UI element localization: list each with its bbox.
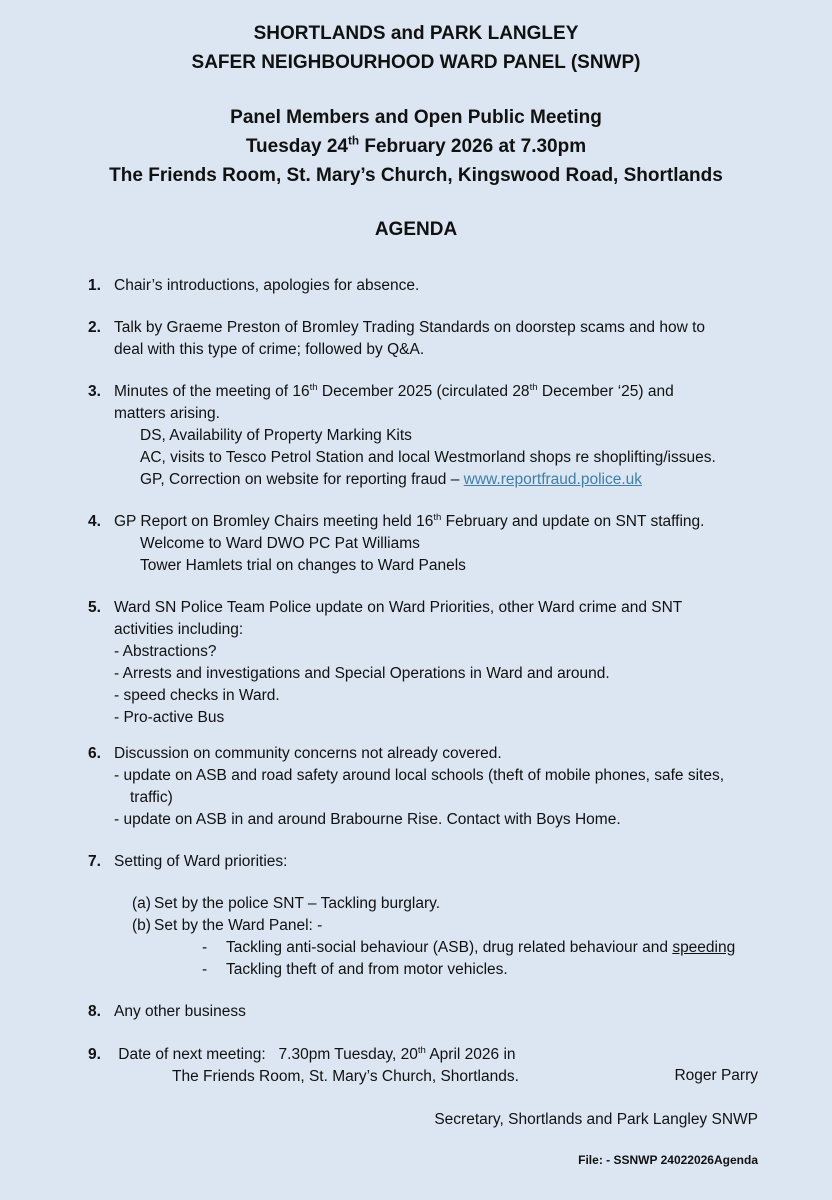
agenda-item-5: [88, 597, 788, 729]
meeting-venue: The Friends Room, St. Mary’s Church, Kingswood Road, Shortlands: [109, 165, 723, 186]
agenda-item-6: [88, 743, 788, 831]
agenda-title: AGENDA: [374, 219, 458, 240]
item-text: Setting of Ward priorities: (a) Set by the police SNT – Tackling burglary. (b) Set by the Ward Panel: - - Tackling anti-social behaviour (ASB), drug related behaviour and speeding - Tackling theft of and from motor vehicles.: [114, 851, 788, 981]
item-number: 6.: [88, 745, 101, 762]
bullet-item: - speed checks in Ward.: [114, 687, 280, 704]
panel-priority: - Tackling theft of and from motor vehicles.: [202, 961, 508, 978]
agenda-item-2: [88, 317, 788, 361]
bullet-item: - Pro-active Bus: [114, 709, 225, 726]
priority-b: (b) Set by the Ward Panel: -: [132, 917, 323, 934]
sub-item: Welcome to Ward DWO PC Pat Williams: [140, 535, 420, 552]
sub-item: AC, visits to Tesco Petrol Station and local Westmorland shops re shoplifting/issues.: [140, 449, 716, 466]
reportfraud-link[interactable]: www.reportfraud.police.uk: [463, 471, 643, 488]
item-number: 4.: [88, 513, 101, 530]
file-reference: File: - SSNWP 24022026Agenda: [578, 1153, 758, 1167]
meeting-date: Tuesday 24th February 2026 at 7.30pm: [245, 134, 587, 157]
agenda-item-1: [88, 275, 788, 297]
item-text: Date of next meeting: 7.30pm Tuesday, 20th April 2026 in The Friends Room, St. Mary’s Church, Shortlands.: [114, 1044, 519, 1085]
agenda-item-8: [88, 1001, 788, 1023]
sub-item: DS, Availability of Property Marking Kits: [140, 427, 412, 444]
agenda-item-4: [88, 511, 788, 577]
item-text: Talk by Graeme Preston of Bromley Trading Standards on doorstep scams and how to deal with this type of crime; followed by Q&A.: [114, 319, 706, 358]
priority-a: (a) Set by the police SNT – Tackling burglary.: [132, 895, 441, 912]
meeting-heading: [0, 103, 832, 190]
heading-line-2: SAFER NEIGHBOURHOOD WARD PANEL (SNWP): [191, 52, 641, 73]
panel-priority: - Tackling anti-social behaviour (ASB), drug related behaviour and speeding: [202, 939, 736, 956]
item-number: 9.: [88, 1046, 101, 1063]
item-text: Ward SN Police Team Police update on Ward Priorities, other Ward crime and SNT activities including: - Abstractions? - Arrests and investigations and Special Operations in Ward and around. - speed checks in Ward. - Pro-active Bus: [114, 597, 788, 729]
item-number: 2.: [88, 319, 101, 336]
item-text: Minutes of the meeting of 16th December 2025 (circulated 28th December ‘25) and matters arising. DS, Availability of Property Marking Kits AC, visits to Tesco Petrol Station and local Westmorland shops re shoplifting/issues. GP, Correction on website for reporting fraud – www.reportfraud.police.uk: [114, 381, 788, 491]
item-number: 3.: [88, 383, 101, 400]
bullet-item: - Abstractions?: [114, 643, 217, 660]
agenda-item-7: [88, 851, 788, 981]
signatory-role: Secretary, Shortlands and Park Langley SNWP: [434, 1111, 758, 1128]
item-number: 8.: [88, 1003, 101, 1020]
bullet-item: - Arrests and investigations and Special Operations in Ward and around.: [114, 665, 610, 682]
sub-item: Tower Hamlets trial on changes to Ward Panels: [140, 557, 466, 574]
item-text: Any other business: [114, 1003, 246, 1020]
meeting-title: Panel Members and Open Public Meeting: [230, 107, 602, 128]
item-text: GP Report on Bromley Chairs meeting held 16th February and update on SNT staffing. Welcome to Ward DWO PC Pat Williams Tower Hamlets trial on changes to Ward Panels: [114, 511, 788, 577]
signatory-name: Roger Parry: [674, 1067, 758, 1084]
bullet-item-continuation: traffic): [130, 789, 173, 806]
bullet-item: - update on ASB and road safety around local schools (theft of mobile phones, safe sites,: [114, 767, 725, 784]
sub-item: GP, Correction on website for reporting fraud – www.reportfraud.police.uk: [140, 471, 643, 488]
panel-heading: [0, 19, 832, 77]
item-number: 1.: [88, 277, 101, 294]
item-number: 5.: [88, 599, 101, 616]
agenda-item-3: [88, 381, 788, 491]
heading-line-1: SHORTLANDS and PARK LANGLEY: [253, 23, 579, 44]
bullet-item: - update on ASB in and around Brabourne Rise. Contact with Boys Home.: [114, 811, 621, 828]
item-text: Chair’s introductions, apologies for absence.: [114, 277, 420, 294]
item-number: 7.: [88, 853, 101, 870]
item-text: Discussion on community concerns not already covered. - update on ASB and road safety around local schools (theft of mobile phones, safe sites, traffic) - update on ASB in and around Brabourne Rise. Contact with Boys Home.: [114, 743, 788, 831]
